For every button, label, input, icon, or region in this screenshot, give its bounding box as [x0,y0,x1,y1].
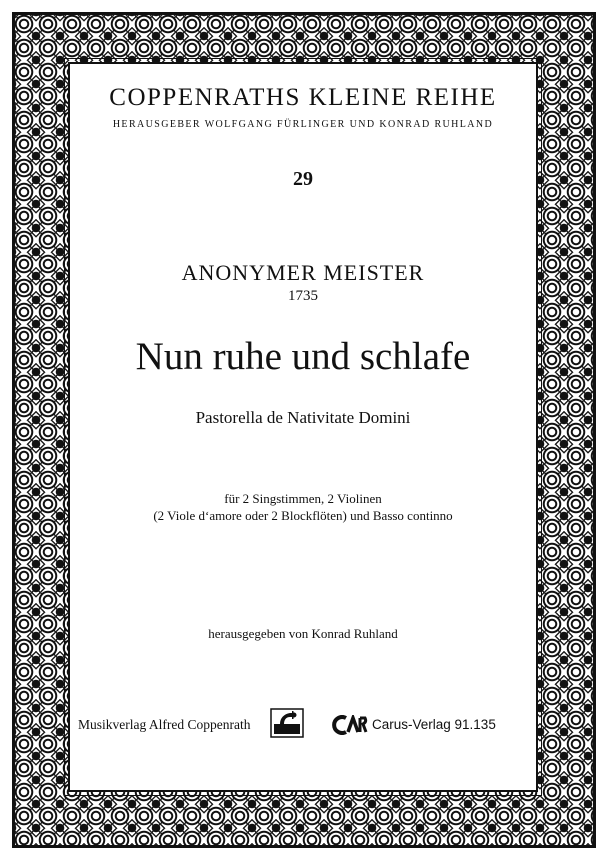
volume-number: 29 [293,168,313,190]
composition-year: 1735 [288,288,318,304]
series-title: COPPENRATHS KLEINE REIHE [109,84,497,111]
publisher-left: Musikverlag Alfred Coppenrath [78,717,251,732]
work-subtitle: Pastorella de Nativitate Domini [195,408,411,427]
series-editors: HERAUSGEBER WOLFGANG FÜRLINGER UND KONRAD RUHLAND [112,119,494,130]
publisher-right: Carus-Verlag 91.135 [372,717,496,732]
scoring-line-2: (2 Viole d‘amore oder 2 Blockflöten) und Basso continno [153,508,453,523]
carus-logo-icon [332,715,368,735]
coppenrath-logo-icon [270,708,304,738]
scoring-line-1: für 2 Singstimmen, 2 Violinen [224,491,382,506]
editor-credit: herausgegeben von Konrad Ruhland [208,626,398,641]
scoring-description [70,490,536,524]
work-title: Nun ruhe und schlafe [135,335,471,378]
title-panel [68,62,538,792]
composer-name: ANONYMER MEISTER [181,260,425,285]
